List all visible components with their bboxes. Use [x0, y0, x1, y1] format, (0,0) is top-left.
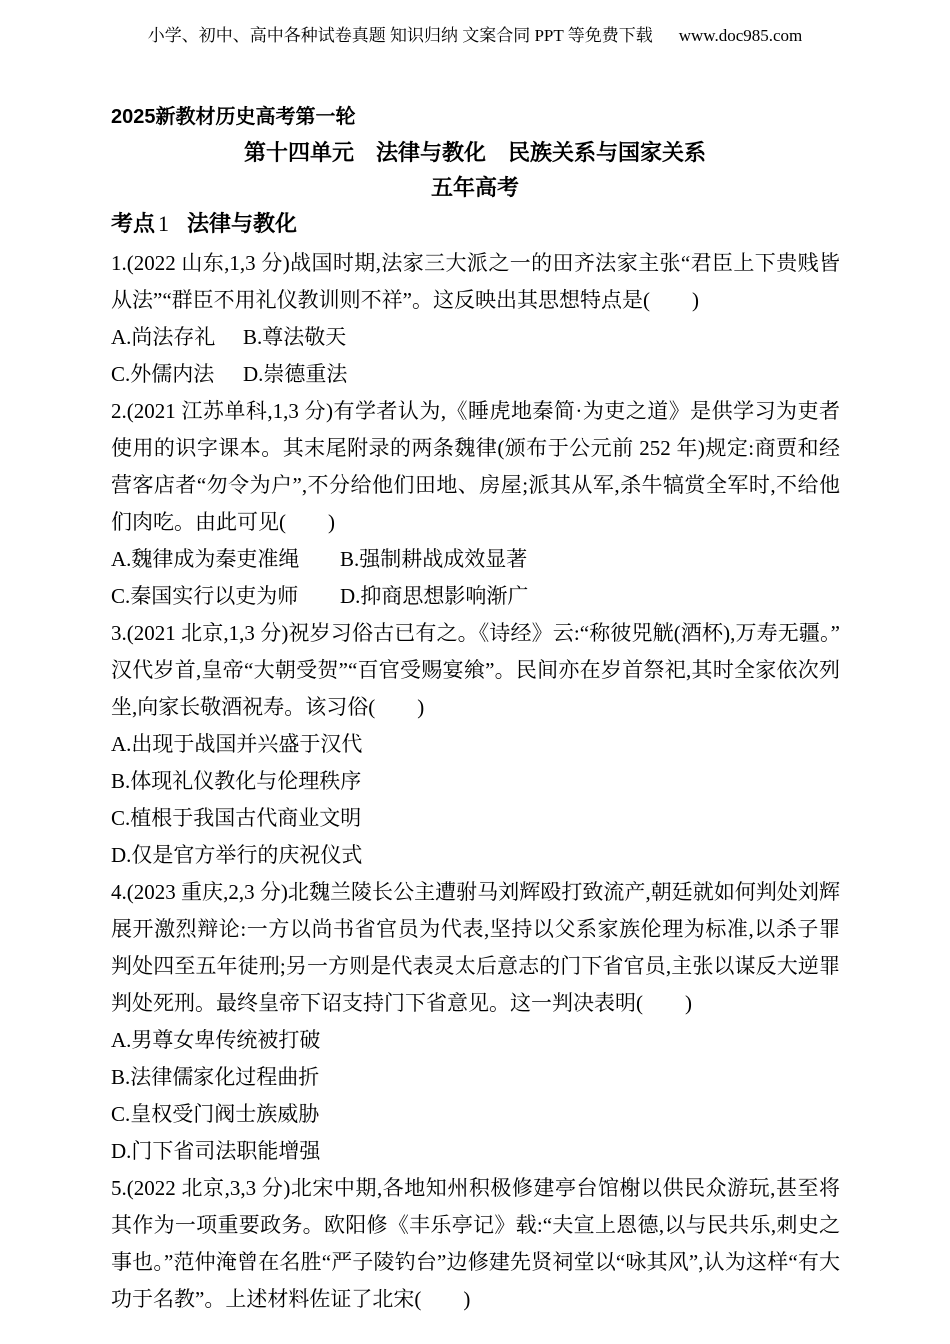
question-1-option-b: B.尊法敬天	[243, 325, 347, 349]
question-3-option-b-row	[111, 763, 840, 800]
question-3-stem: 3.(2021 北京,1,3 分)祝岁习俗古已有之。《诗经》云:“称彼兕觥(酒杯),万寿无疆。”汉代岁首,皇帝“大朝受贺”“百官受赐宴飨”。民间亦在岁首祭祀,其时全家依次列坐,向家长敬酒祝寿。该习俗( )	[111, 621, 840, 719]
question-2-option-d: D.抑商思想影响渐广	[340, 584, 529, 608]
question-4	[111, 874, 840, 1170]
question-3-option-b: B.体现礼仪教化与伦理秩序	[111, 769, 362, 793]
question-3-option-a: A.出现于战国并兴盛于汉代	[111, 732, 363, 756]
question-4-option-b: B.法律儒家化过程曲折	[111, 1065, 320, 1089]
question-4-option-c: C.皇权受门阀士族威胁	[111, 1102, 320, 1126]
question-5	[111, 1170, 840, 1318]
question-1-options-row-cd	[111, 356, 840, 393]
question-2-stem: 2.(2021 江苏单科,1,3 分)有学者认为,《睡虎地秦简·为吏之道》是供学习为吏者使用的识字课本。其末尾附录的两条魏律(颁布于公元前 252 年)规定:商贾和经营客店者“勿令为户”,不分给他们田地、房屋;派其从军,杀牛犒赏全军时,不给他们肉吃。由此可见( )	[111, 399, 840, 534]
topic-name: 法律与教化	[187, 211, 298, 236]
question-2-options-row-ab	[111, 541, 840, 578]
question-2-option-b: B.强制耕战成效显著	[340, 547, 528, 571]
question-2-option-c: C.秦国实行以吏为师	[111, 584, 299, 608]
topic-label: 考点	[111, 211, 156, 236]
question-4-option-d: D.门下省司法职能增强	[111, 1139, 321, 1163]
question-2-options-row-cd	[111, 578, 840, 615]
question-1-option-c: C.外儒内法	[111, 362, 215, 386]
question-3	[111, 615, 840, 874]
questions-list	[111, 245, 840, 1318]
question-1	[111, 245, 840, 393]
promo-text: 小学、初中、高中各种试卷真题 知识归纳 文案合同 PPT 等免费下载	[147, 26, 653, 45]
question-1-option-a: A.尚法存礼	[111, 325, 216, 349]
question-3-option-d: D.仅是官方举行的庆祝仪式	[111, 843, 363, 867]
question-4-option-c-row	[111, 1096, 840, 1133]
question-3-option-c-row	[111, 800, 840, 837]
question-5-stem: 5.(2022 北京,3,3 分)北宋中期,各地知州积极修建亭台馆榭以供民众游玩,甚至将其作为一项重要政务。欧阳修《丰乐亭记》载:“夫宣上恩德,以与民共乐,刺史之事也。”范仲淹曾在名胜“严子陵钓台”边修建先贤祠堂以“咏其风”,认为这样“有大功于名教”。上述材料佐证了北宋( )	[111, 1176, 841, 1311]
question-2-option-a: A.魏律成为秦吏准绳	[111, 547, 300, 571]
exam-section-title: 五年高考	[430, 175, 519, 200]
question-4-option-b-row	[111, 1059, 840, 1096]
site-url: www.doc985.com	[678, 26, 803, 45]
unit-title: 第十四单元 法律与教化 民族关系与国家关系	[243, 140, 706, 165]
topic-number: 1	[158, 211, 170, 236]
question-3-option-c: C.植根于我国古代商业文明	[111, 806, 362, 830]
question-4-option-a-row	[111, 1022, 840, 1059]
question-2	[111, 393, 840, 615]
question-1-option-d: D.崇德重法	[243, 362, 348, 386]
topic-heading	[111, 211, 297, 237]
series-title: 2025新教材历史高考第一轮	[111, 106, 356, 128]
question-4-option-d-row	[111, 1133, 840, 1170]
question-4-stem: 4.(2023 重庆,2,3 分)北魏兰陵长公主遭驸马刘辉殴打致流产,朝廷就如何判处刘辉展开激烈辩论:一方以尚书省官员为代表,坚持以父系家族伦理为标准,以杀子罪判处四至五年徒刑;另一方则是代表灵太后意志的门下省官员,主张以谋反大逆罪判处死刑。最终皇帝下诏支持门下省意见。这一判决表明( )	[111, 880, 840, 1015]
question-3-option-d-row	[111, 837, 840, 874]
site-header	[0, 26, 950, 46]
question-3-option-a-row	[111, 726, 840, 763]
question-1-options-row-ab	[111, 319, 840, 356]
question-4-option-a: A.男尊女卑传统被打破	[111, 1028, 321, 1052]
question-1-stem: 1.(2022 山东,1,3 分)战国时期,法家三大派之一的田齐法家主张“君臣上下贵贱皆从法”“群臣不用礼仪教训则不祥”。这反映出其思想特点是( )	[111, 251, 840, 312]
